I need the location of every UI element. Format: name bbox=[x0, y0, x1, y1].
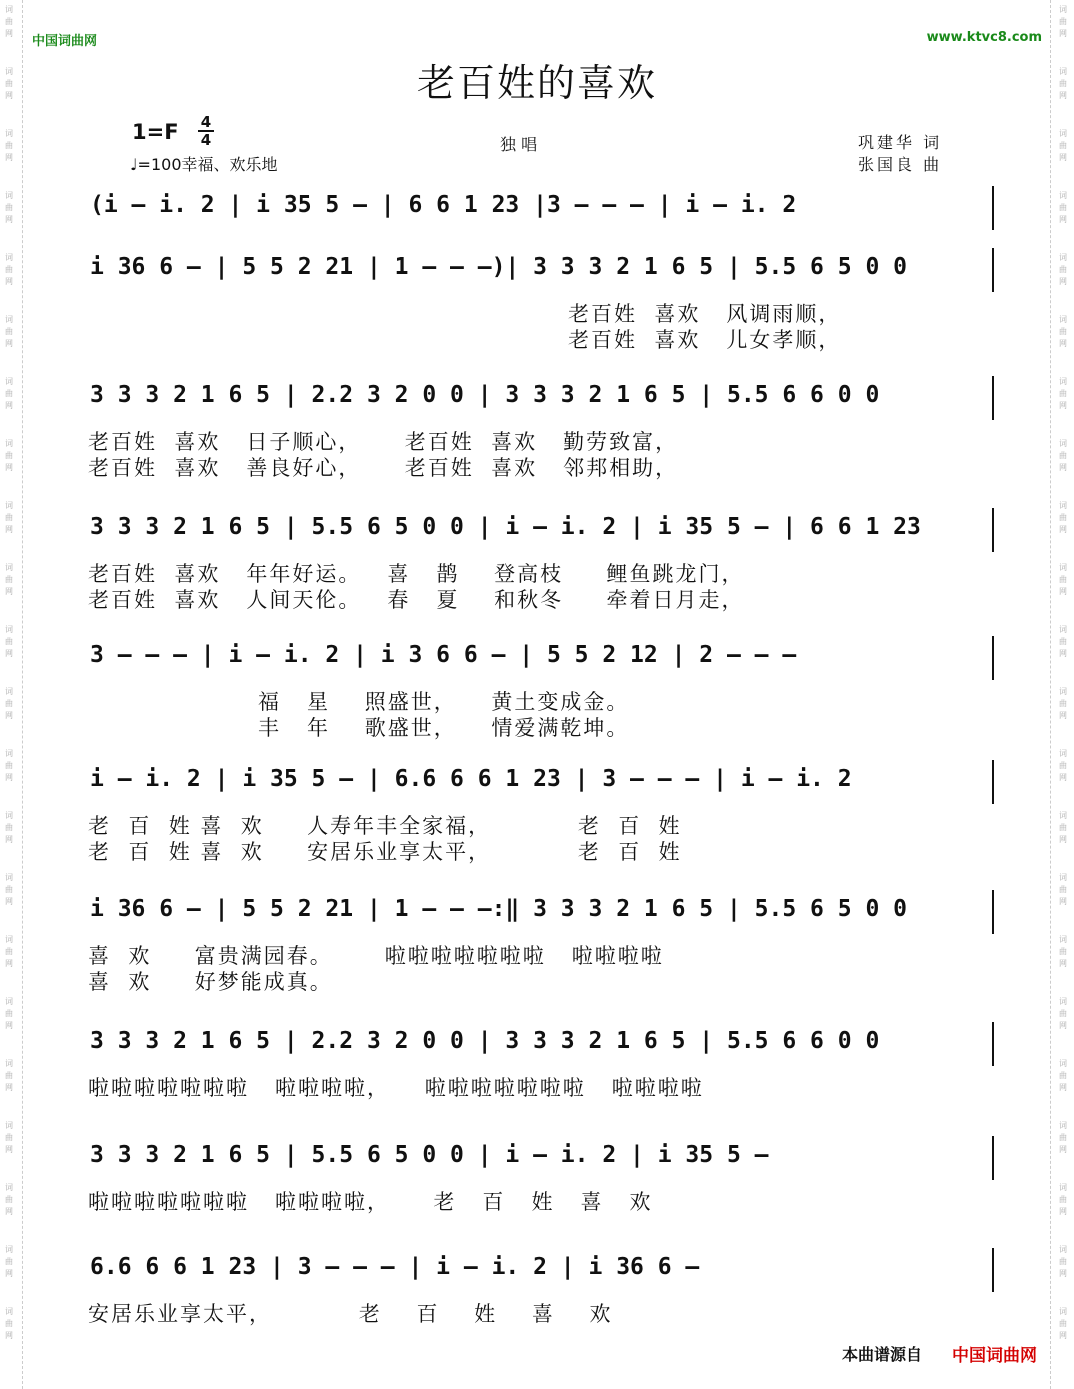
side-watermark: 词曲网 bbox=[5, 439, 13, 472]
staff-end-barline bbox=[992, 760, 994, 804]
lyrics-verse-2: 老百姓 喜欢 儿女孝顺， bbox=[568, 328, 842, 352]
side-watermark: 词曲网 bbox=[5, 749, 13, 782]
side-watermark: 词曲网 bbox=[5, 5, 13, 38]
side-watermark: 词曲网 bbox=[5, 625, 13, 658]
side-watermark: 词曲网 bbox=[1059, 1183, 1067, 1216]
staff-line-7 bbox=[0, 882, 1074, 992]
staff-notes: 3 3 3 2 1 6 5 | 5.5 6 5 0 0 | i – i. 2 | i 35 5 – | 6 6 1 23 bbox=[90, 514, 921, 540]
side-watermark: 词曲网 bbox=[5, 129, 13, 162]
tempo-marking: ♩=100幸福、欢乐地 bbox=[130, 155, 278, 174]
staff-line-9 bbox=[0, 1128, 1074, 1238]
side-watermark: 词曲网 bbox=[1059, 687, 1067, 720]
staff-line-5 bbox=[0, 628, 1074, 738]
side-watermark: 词曲网 bbox=[1059, 501, 1067, 534]
side-watermark: 词曲网 bbox=[1059, 873, 1067, 906]
time-signature bbox=[198, 114, 214, 148]
side-watermark: 词曲网 bbox=[5, 1245, 13, 1278]
lyricist-credit: 巩建华 词 bbox=[858, 133, 943, 152]
side-watermark: 词曲网 bbox=[1059, 1059, 1067, 1092]
time-bottom: 4 bbox=[198, 130, 214, 148]
header-right-site[interactable]: www.ktvc8.com bbox=[926, 30, 1042, 45]
side-watermark: 词曲网 bbox=[1059, 253, 1067, 286]
side-watermark: 词曲网 bbox=[1059, 315, 1067, 348]
staff-notes: 3 – – – | i – i. 2 | i 3 6 6 – | 5 5 2 12 | 2 – – – bbox=[90, 642, 797, 668]
side-watermark: 词曲网 bbox=[5, 377, 13, 410]
side-watermark: 词曲网 bbox=[5, 191, 13, 224]
side-watermark: 词曲网 bbox=[1059, 129, 1067, 162]
side-watermark: 词曲网 bbox=[1059, 67, 1067, 100]
staff-line-6 bbox=[0, 752, 1074, 862]
staff-notes: 3 3 3 2 1 6 5 | 5.5 6 5 0 0 | i – i. 2 | i 35 5 – bbox=[90, 1142, 769, 1168]
side-watermark: 词曲网 bbox=[5, 935, 13, 968]
staff-line-3 bbox=[0, 368, 1074, 478]
lyrics-verse-1: 啦啦啦啦啦啦啦 啦啦啦啦， 啦啦啦啦啦啦啦 啦啦啦啦 bbox=[88, 1076, 704, 1100]
side-watermark: 词曲网 bbox=[1059, 191, 1067, 224]
side-watermark: 词曲网 bbox=[1059, 439, 1067, 472]
side-watermark: 词曲网 bbox=[1059, 749, 1067, 782]
lyrics-verse-1: 喜 欢 富贵满园春。 啦啦啦啦啦啦啦 啦啦啦啦 bbox=[88, 944, 664, 968]
side-watermark: 词曲网 bbox=[5, 1183, 13, 1216]
time-top: 4 bbox=[200, 113, 212, 131]
side-watermark: 词曲网 bbox=[1059, 811, 1067, 844]
side-watermark: 词曲网 bbox=[1059, 625, 1067, 658]
composer-credit: 张国良 曲 bbox=[858, 155, 943, 174]
side-watermark: 词曲网 bbox=[5, 1121, 13, 1154]
lyrics-verse-1: 老百姓 喜欢 风调雨顺， bbox=[568, 302, 842, 326]
staff-notes: (i – i. 2 | i 35 5 – | 6 6 1 23 |3 – – – | i – i. 2 bbox=[90, 192, 797, 218]
side-watermark: 词曲网 bbox=[5, 997, 13, 1030]
side-watermark: 词曲网 bbox=[1059, 563, 1067, 596]
page-title: 老百姓的喜欢 bbox=[416, 61, 657, 105]
side-watermark: 词曲网 bbox=[1059, 1121, 1067, 1154]
side-watermark: 词曲网 bbox=[5, 563, 13, 596]
staff-line-4 bbox=[0, 500, 1074, 610]
staff-end-barline bbox=[992, 890, 994, 934]
staff-end-barline bbox=[992, 376, 994, 420]
lyrics-verse-1: 安居乐业享太平， 老 百 姓 喜 欢 bbox=[88, 1302, 613, 1326]
staff-notes: i 36 6 – | 5 5 2 21 | 1 – – –)| 3 3 3 2 1 6 5 | 5.5 6 5 0 0 bbox=[90, 254, 907, 280]
staff-line-10 bbox=[0, 1240, 1074, 1350]
side-watermark: 词曲网 bbox=[1059, 1245, 1067, 1278]
lyrics-verse-2: 丰 年 歌盛世， 情爱满乾坤。 bbox=[258, 716, 630, 740]
side-watermark: 词曲网 bbox=[1059, 5, 1067, 38]
lyrics-verse-1: 福 星 照盛世， 黄土变成金。 bbox=[258, 690, 630, 714]
performance-style: 独 唱 bbox=[500, 135, 538, 154]
staff-notes: 3 3 3 2 1 6 5 | 2.2 3 2 0 0 | 3 3 3 2 1 6 5 | 5.5 6 6 0 0 bbox=[90, 382, 880, 408]
header-left-site[interactable]: 中国词曲网 bbox=[32, 34, 98, 49]
staff-end-barline bbox=[992, 186, 994, 230]
staff-end-barline bbox=[992, 1022, 994, 1066]
side-watermark: 词曲网 bbox=[5, 811, 13, 844]
staff-notes: i 36 6 – | 5 5 2 21 | 1 – – –:‖ 3 3 3 2 1 6 5 | 5.5 6 5 0 0 bbox=[90, 896, 907, 922]
key-signature: 1=F bbox=[132, 120, 179, 144]
side-watermark: 词曲网 bbox=[5, 253, 13, 286]
staff-end-barline bbox=[992, 1248, 994, 1292]
side-watermark: 词曲网 bbox=[5, 315, 13, 348]
lyrics-verse-1: 老 百 姓 喜 欢 人寿年丰全家福， 老 百 姓 bbox=[88, 814, 682, 838]
lyrics-verse-1: 啦啦啦啦啦啦啦 啦啦啦啦， 老 百 姓 喜 欢 bbox=[88, 1190, 653, 1214]
lyrics-verse-2: 老百姓 喜欢 善良好心， 老百姓 喜欢 邻邦相助， bbox=[88, 456, 679, 480]
footer-source-site[interactable]: 中国词曲网 bbox=[952, 1346, 1037, 1366]
staff-notes: i – i. 2 | i 35 5 – | 6.6 6 6 1 23 | 3 – – – | i – i. 2 bbox=[90, 766, 852, 792]
side-watermark: 词曲网 bbox=[5, 501, 13, 534]
side-watermark: 词曲网 bbox=[1059, 997, 1067, 1030]
staff-notes: 6.6 6 6 1 23 | 3 – – – | i – i. 2 | i 36 6 – bbox=[90, 1254, 700, 1280]
side-watermark: 词曲网 bbox=[5, 1059, 13, 1092]
staff-end-barline bbox=[992, 1136, 994, 1180]
side-watermark: 词曲网 bbox=[5, 687, 13, 720]
staff-end-barline bbox=[992, 508, 994, 552]
lyrics-verse-2: 喜 欢 好梦能成真。 bbox=[88, 970, 333, 994]
side-watermark: 词曲网 bbox=[1059, 377, 1067, 410]
side-watermark: 词曲网 bbox=[1059, 1307, 1067, 1340]
lyrics-verse-1: 老百姓 喜欢 年年好运。 喜 鹊 登高枝 鲤鱼跳龙门， bbox=[88, 562, 745, 586]
side-watermark: 词曲网 bbox=[5, 873, 13, 906]
staff-end-barline bbox=[992, 636, 994, 680]
side-watermark: 词曲网 bbox=[5, 67, 13, 100]
staff-notes: 3 3 3 2 1 6 5 | 2.2 3 2 0 0 | 3 3 3 2 1 6 5 | 5.5 6 6 0 0 bbox=[90, 1028, 880, 1054]
side-watermark: 词曲网 bbox=[1059, 935, 1067, 968]
side-watermark: 词曲网 bbox=[5, 1307, 13, 1340]
footer-source-label: 本曲谱源自 bbox=[842, 1345, 923, 1364]
lyrics-verse-2: 老百姓 喜欢 人间天伦。 春 夏 和秋冬 牵着日月走， bbox=[88, 588, 745, 612]
staff-end-barline bbox=[992, 248, 994, 292]
staff-line-8 bbox=[0, 1014, 1074, 1124]
lyrics-verse-2: 老 百 姓 喜 欢 安居乐业享太平， 老 百 姓 bbox=[88, 840, 682, 864]
lyrics-verse-1: 老百姓 喜欢 日子顺心， 老百姓 喜欢 勤劳致富， bbox=[88, 430, 679, 454]
staff-line-2 bbox=[0, 240, 1074, 350]
